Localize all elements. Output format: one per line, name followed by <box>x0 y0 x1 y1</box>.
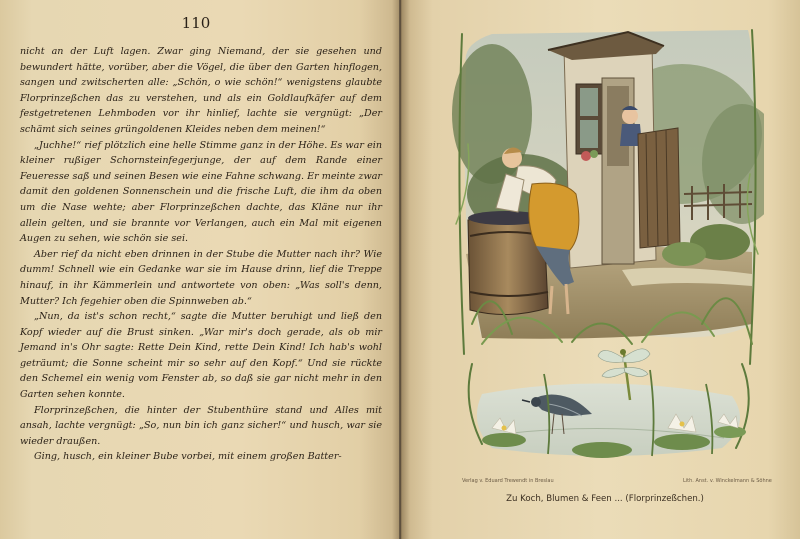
page-number: 110 <box>181 14 211 32</box>
cottage-scene <box>452 30 764 339</box>
book-gutter <box>392 0 410 539</box>
paragraph: Ging, husch, ein kleiner Bube vorbei, mit einem großen Batter- <box>34 451 342 463</box>
paragraph: Aber rief da nicht eben drinnen in der Stube die Mutter nach ihr? Wie dumm! Schnell wie ein Gedanke war sie im Hause drinn, lief die Treppe hinauf, in ihr Kämmerlein und antwortete von oben: „Was soll's denn, Mutter? Ich fegehier oben die Spinnweben ab.“ <box>20 248 382 307</box>
left-page <box>0 0 399 539</box>
pond-vignette <box>477 349 746 458</box>
illustration-caption: Zu Koch, Blumen & Feen ... (Florprinzeßchen.) <box>506 494 704 504</box>
paragraph: nicht an der Luft lagen. Zwar ging Niemand, der sie gesehen und bewundert hätte, vorüber, aber die Vögel, die über den Garten hinflogen, sangen und zwitscherten alle: „Schön, o wie schön!“ wenigstens glaubte Florprinzeßchen das zu verstehen, und als ein Goldlaufkäfer auf dem festgetretenen Lehmboden vor ihr hinlief, lachte sie vergnügt: „Der schämt sich seines grüngoldenen Kleides neben dem meinen!“ <box>20 46 382 135</box>
paragraph: „Nun, da ist's schon recht,“ sagte die Mutter beruhigt und ließ den Kopf wieder auf die Brust sinken. „War mir's doch gerade, als ob mir Jemand in's Ohr sagte: Rette Dein Kind, rette Dein Kind! Ich hab's wohl geträumt; die Sonne scheint mir so sehr auf den Kopf.“ Und sie rückte den Schemel ein wenig vom Fenster ab, so daß sie gar nicht mehr in den Garten sehen konnte. <box>20 311 382 401</box>
color-illustration <box>452 24 764 488</box>
paragraph: Florprinzeßchen, die hinter der Stubenthüre stand und Alles mit ansah, lachte vergnügt: „So, nun bin ich ganz sicher!“ und husch, war sie wieder draußen. <box>20 404 382 447</box>
publisher-credit: Verlag v. Eduard Trewendt in Breslau <box>462 478 554 484</box>
paragraph: „Juchhe!“ rief plötzlich eine helle Stimme ganz in der Höhe. Es war ein kleiner rußiger Schornsteinfegerjunge, der auf dem Rande einer Feueresse saß und seinen Besen wie eine Fahne schwang. Er meinte zwar damit den goldenen Sonnenschein und die frische Luft, die ihm da oben um die Nase wehte; aber Florprinzeßchen dachte, das Kläne nur ihr allein gelten, und sie brannte vor Verlangen, auch ein Mal mit eigenen Augen zu sehen, wie schön sie sei. <box>20 139 382 245</box>
lithographer-credit: Lith. Anst. v. Winckelmann & Söhne <box>683 478 772 484</box>
story-text <box>20 44 382 465</box>
